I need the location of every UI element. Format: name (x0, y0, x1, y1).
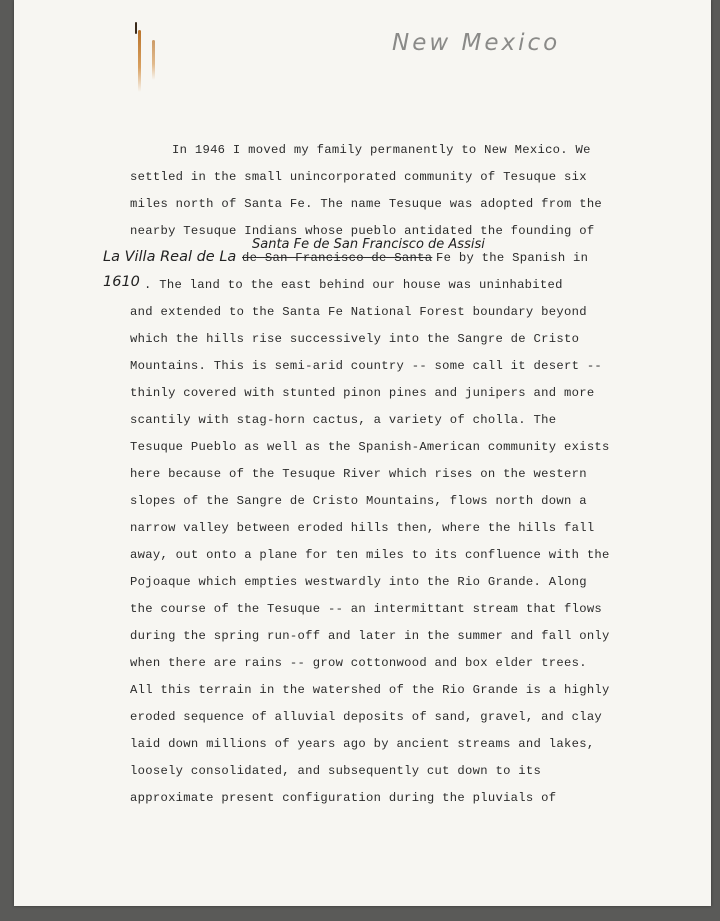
text-line: the course of the Tesuque -- an intermittant stream that flows (130, 602, 603, 616)
text-line: Tesuque Pueblo as well as the Spanish-American community exists (130, 440, 610, 454)
staple-mark (135, 22, 137, 34)
text-line: nearby Tesuque Indians whose pueblo antidated the founding of (130, 224, 595, 238)
text-line: which the hills rise successively into the Sangre de Cristo (130, 332, 580, 346)
document-page (14, 0, 711, 906)
text-line: slopes of the Sangre de Cristo Mountains, flows north down a (130, 494, 587, 508)
text-line: laid down millions of years ago by ancient streams and lakes, (130, 737, 595, 751)
rust-stain (152, 40, 155, 80)
handwritten-title: New Mexico (392, 30, 561, 56)
text-line: loosely consolidated, and subsequently cut down to its (130, 764, 542, 778)
text-line: In 1946 I moved my family permanently to New Mexico. We (172, 143, 591, 157)
text-line: thinly covered with stunted pinon pines and junipers and more (130, 386, 595, 400)
struck-text: de San Francisco de Santa (242, 251, 433, 265)
text-line: Fe by the Spanish in (436, 251, 589, 265)
rust-stain (138, 30, 141, 92)
text-line: scantily with stag-horn cactus, a variety of cholla. The (130, 413, 557, 427)
text-line: miles north of Santa Fe. The name Tesuque was adopted from the (130, 197, 603, 211)
handwritten-prefix: La Villa Real de La (103, 249, 237, 265)
text-line: . The land to the east behind our house was uninhabited (144, 278, 563, 292)
text-line: approximate present configuration during the pluvials of (130, 791, 557, 805)
handwritten-year: 1610 (103, 274, 140, 290)
text-line: here because of the Tesuque River which rises on the western (130, 467, 587, 481)
text-line: Mountains. This is semi-arid country -- some call it desert -- (130, 359, 603, 373)
text-line: settled in the small unincorporated community of Tesuque six (130, 170, 587, 184)
text-line: when there are rains -- grow cottonwood and box elder trees. (130, 656, 587, 670)
text-line: and extended to the Santa Fe National Forest boundary beyond (130, 305, 587, 319)
text-line: away, out onto a plane for ten miles to its confluence with the (130, 548, 610, 562)
text-line: narrow valley between eroded hills then, where the hills fall (130, 521, 595, 535)
text-line: during the spring run-off and later in the summer and fall only (130, 629, 610, 643)
text-line: All this terrain in the watershed of the Rio Grande is a highly (130, 683, 610, 697)
text-line: Pojoaque which empties westwardly into the Rio Grande. Along (130, 575, 587, 589)
handwritten-insertion: Santa Fe de San Francisco de Assisi (252, 237, 485, 252)
text-line: eroded sequence of alluvial deposits of sand, gravel, and clay (130, 710, 603, 724)
